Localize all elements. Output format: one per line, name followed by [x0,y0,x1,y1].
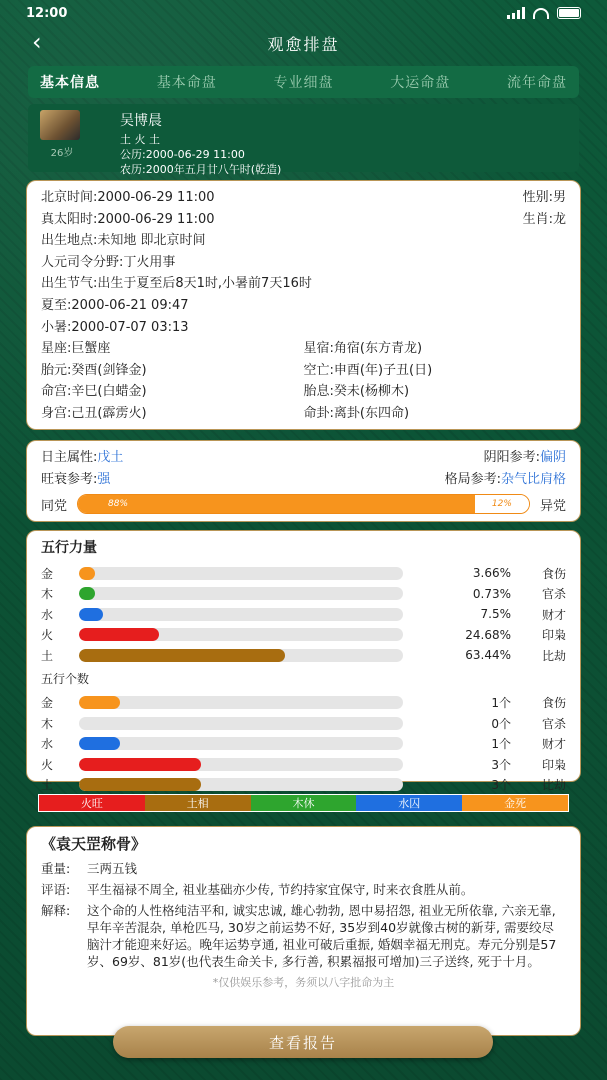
kongwang: 空亡:申酉(年)子丑(日) [303,362,433,378]
wuxing-power-title: 五行力量 [41,540,97,556]
xiuxiu: 星宿:角宿(东方青龙) [303,341,423,357]
rizhu-label: 日主属性: [41,450,98,465]
power-value: 24.68% [465,627,511,642]
count-element-label: 火 [41,757,54,772]
power-element-label: 水 [41,607,54,622]
power-god-label: 食伤 [541,566,566,581]
wifi-icon [533,8,549,19]
power-element-label: 木 [41,587,54,602]
xiaoshu: 小暑:2000-07-07 03:13 [41,319,189,335]
profile-card [28,104,579,176]
minggua: 命卦:离卦(东四命) [303,405,410,421]
party-ratio-bar [77,494,530,514]
gender: 性别:男 [522,190,566,205]
geju-label: 格局参考: [444,471,501,487]
yinyang-value: 偏阴 [539,450,566,465]
power-bar-fill [79,649,285,662]
count-element-label: 木 [41,716,54,731]
power-bar-track [79,587,403,600]
disclaimer: *仅供娱乐参考，务须以八字批命为主 [212,976,395,989]
count-bar-track [79,758,403,771]
yinyang-label: 阴阳参考: [483,450,540,465]
count-bar-fill [79,758,201,771]
power-god-label: 比劫 [541,648,566,663]
count-value: 1个 [491,737,511,752]
count-bar-track [79,737,403,750]
count-bar-fill [79,737,120,750]
power-element-label: 金 [41,566,54,581]
power-bar-fill [79,567,95,580]
count-value: 1个 [491,696,511,711]
ruler: 人元司令分野:丁火用事 [41,254,176,270]
birth-jieqi: 出生节气:出生于夏至后8天1时,小暑前7天16时 [41,276,312,292]
diff-party-fill: 12% [475,495,529,513]
count-element-label: 金 [41,696,54,711]
count-element-label: 土 [41,778,54,793]
season-item: 金死 [462,795,568,811]
count-bar-fill [79,696,120,709]
profile-solar-date: 公历:2000-06-29 11:00 [120,148,245,161]
season-strip [38,794,569,812]
tab-bar [28,66,579,98]
attribute-card [26,440,581,522]
same-party-label: 同党 [41,498,68,514]
constellation: 星座:巨蟹座 [41,341,111,357]
explain-label: 解释: [41,903,71,918]
explain-text: 这个命的人性格纯洁平和, 诚实忠诚, 雄心勃勃, 恩中易招怨, 祖业无所依靠, 六亲无靠, 早年辛苦混杂, 单枪匹马, 30岁之前运势不好, 35岁到40岁就像古树的新芽, 需要绞尽脑汁才能迎来好运。晚年运势亨通, 祖业可破后重振, 婚姻幸福无刑克。寿元分别是57岁、69岁、81岁(也代表生命关卡, 多行善, 积累福报可增加)三子送终, 死于十月。 [87,903,557,969]
power-bar-track [79,608,403,621]
zodiac: 生肖:龙 [522,211,566,227]
power-row [41,604,566,625]
count-value: 3个 [491,757,511,772]
wangshuai-value: 强 [97,471,111,487]
back-icon[interactable]: ‹ [32,28,42,56]
comment-text: 平生福禄不周全, 祖业基础亦少传, 节约持家宜保守, 时来衣食胜从前。 [87,882,474,897]
diff-party-label: 异党 [539,498,566,514]
profile-elements: 土 火 土 [120,133,160,146]
power-row [41,645,566,666]
season-item: 土相 [145,795,251,811]
power-row [41,584,566,605]
power-god-label: 印枭 [541,628,566,643]
same-party-fill: 88% [78,495,475,513]
power-god-label: 财才 [541,607,566,622]
wuxing-count-list [41,693,566,796]
wuxing-card [26,530,581,793]
season-item: 水囚 [356,795,462,811]
season-item: 火旺 [39,795,145,811]
count-bar-fill [79,778,201,791]
tab-liunian-chart[interactable]: 流年命盘 [507,75,567,91]
count-god-label: 官杀 [541,716,566,731]
power-bar-track [79,567,403,580]
tab-basic-chart[interactable]: 基本命盘 [156,75,217,91]
tab-pro-chart[interactable]: 专业细盘 [273,75,334,91]
power-bar-track [79,649,403,662]
power-row [41,625,566,646]
view-report-button[interactable]: 查看报告 [113,1026,493,1058]
minggong: 命宫:辛巳(白蜡金) [41,384,147,400]
shengong: 身宫:己丑(霹雳火) [41,405,147,421]
xiazhi: 夏至:2000-06-21 09:47 [41,297,189,313]
party-ratio [41,494,566,514]
power-bar-fill [79,628,159,641]
wuxing-count-title: 五行个数 [41,671,90,686]
count-row [41,713,566,734]
nav-bar [0,26,607,60]
battery-icon [557,7,581,19]
count-row [41,693,566,714]
geju-value: 杂气比肩格 [500,471,566,487]
count-row [41,734,566,755]
page-title: 观愈排盘 [267,34,340,54]
weight-value: 三两五钱 [87,861,138,876]
power-value: 63.44% [465,648,511,663]
count-bar-track [79,778,403,791]
count-god-label: 财才 [541,737,566,752]
bone-weight-card [26,826,581,1036]
status-time: 12:00 [26,5,68,21]
count-bar-track [79,696,403,709]
profile-lunar-date: 农历:2000年五月廿八午时(乾造) [120,163,282,176]
weight-label: 重量: [41,861,71,876]
rizhu-value: 戊土 [97,450,124,465]
count-element-label: 水 [41,737,54,752]
count-god-label: 比劫 [541,778,566,793]
power-bar-fill [79,587,95,600]
signal-icon [507,7,525,19]
beijing-time: 北京时间:2000-06-29 11:00 [41,190,215,205]
count-god-label: 印枭 [541,757,566,772]
avatar [40,110,80,140]
taixi: 胎息:癸未(杨柳木) [303,384,410,400]
tab-basic-info[interactable]: 基本信息 [40,75,100,91]
status-bar [0,0,607,26]
season-item: 木休 [251,795,357,811]
birthplace: 出生地点:未知地 即北京时间 [41,233,206,249]
basic-info-card [26,180,581,430]
wangshuai-label: 旺衰参考: [41,471,98,487]
count-god-label: 食伤 [541,696,566,711]
power-bar-track [79,628,403,641]
tab-dayun-chart[interactable]: 大运命盘 [390,75,451,91]
power-row [41,563,566,584]
power-bar-fill [79,608,103,621]
wuxing-power-list [41,563,566,666]
count-value: 0个 [491,716,511,731]
power-value: 0.73% [472,586,511,601]
power-god-label: 官杀 [541,587,566,602]
count-row [41,754,566,775]
power-value: 3.66% [472,566,511,581]
count-bar-track [79,717,403,730]
age-label: 26岁 [50,148,74,159]
power-element-label: 土 [41,648,54,663]
true-solar-time: 真太阳时:2000-06-29 11:00 [41,211,215,227]
profile-name: 吴博晨 [120,113,162,129]
comment-label: 评语: [41,882,71,897]
power-element-label: 火 [41,628,54,643]
count-row [41,775,566,796]
power-value: 7.5% [480,607,511,622]
taiyuan: 胎元:癸酉(剑锋金) [41,362,147,378]
poem-title: 《袁天罡称骨》 [41,835,147,853]
count-value: 3个 [491,778,511,793]
